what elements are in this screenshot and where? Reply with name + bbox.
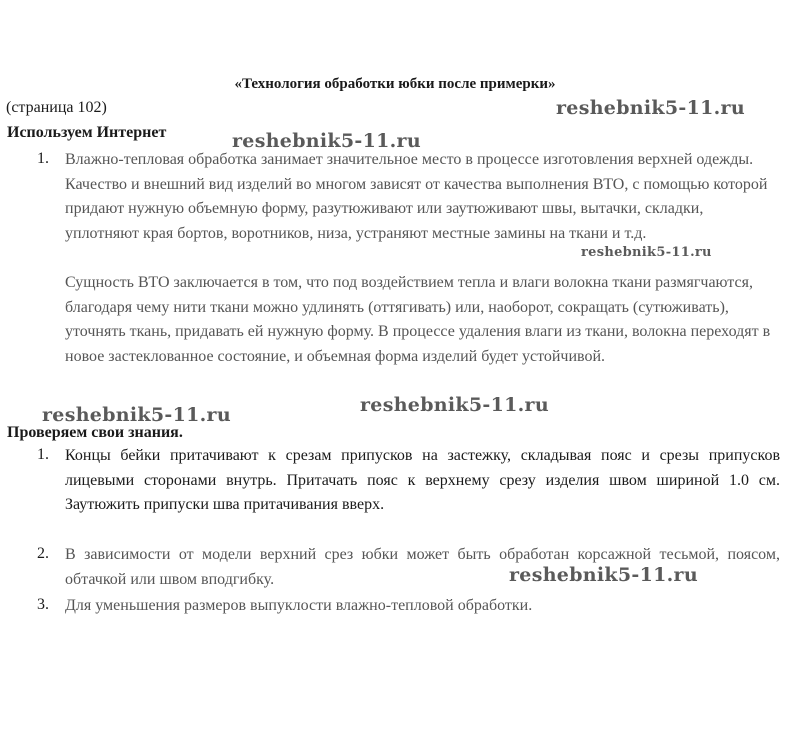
watermark: reshebnik5-11.ru (556, 97, 745, 119)
list-item-number: 1. (37, 446, 49, 463)
list-item-number: 1. (37, 150, 49, 167)
watermark: reshebnik5-11.ru (360, 394, 549, 416)
list-item-text: Концы бейки притачивают к срезам припусков на застежку, складывая пояс и срезы припусков лицевыми сторонами внутрь. Притачать пояс к верхнему срезу изделия швом шириной 1.0 см. Заутюжить припуски шва притачивания вверх. (65, 447, 780, 513)
list-item-text: В зависимости от модели верхний срез юбки может быть обработан корсажной тесьмой, поясом, обтачкой или швом вподгибку. (65, 546, 780, 588)
watermark: reshebnik5-11.ru (509, 564, 698, 586)
section-heading-check-knowledge: Проверяем свои знания. (7, 424, 183, 441)
document-title: «Технология обработки юбки после примерки» (234, 76, 556, 92)
list-item-text-continued: Сущность ВТО заключается в том, что под воздействием тепла и влаги волокна ткани размягчаются, благодаря чему нити ткани можно удлинять (оттягивать) или, наоборот, сокращать (сутюживать), уточнять ткань, придавать ей нужную форму. В процессе удаления влаги из ткани, волокна переходят в новое застеклованное состояние, и объемная форма изделий будет устойчивой. (65, 274, 771, 365)
watermark: reshebnik5-11.ru (42, 404, 231, 426)
watermark: reshebnik5-11.ru (232, 130, 421, 152)
list-item-text: Влажно-тепловая обработка занимает значительное место в процессе изготовления верхней одежды. Качество и внешний вид изделий во многом зависят от качества выполнения ВТО, с помощью которой придают нужную объемную форму, разутюживают или заутюживают швы, вытачки, складки, уплотняют края бортов, воротников, низа, устраняют местные замины на ткани и т.д. (65, 151, 768, 242)
section-heading-internet: Используем Интернет (7, 124, 167, 141)
list-item-text: Для уменьшения размеров выпуклости влажно-тепловой обработки. (65, 597, 533, 614)
list-item-number: 2. (37, 545, 49, 562)
watermark: reshebnik5-11.ru (581, 245, 712, 260)
list-item-number: 3. (37, 596, 49, 613)
page-reference: (страница 102) (6, 99, 107, 116)
